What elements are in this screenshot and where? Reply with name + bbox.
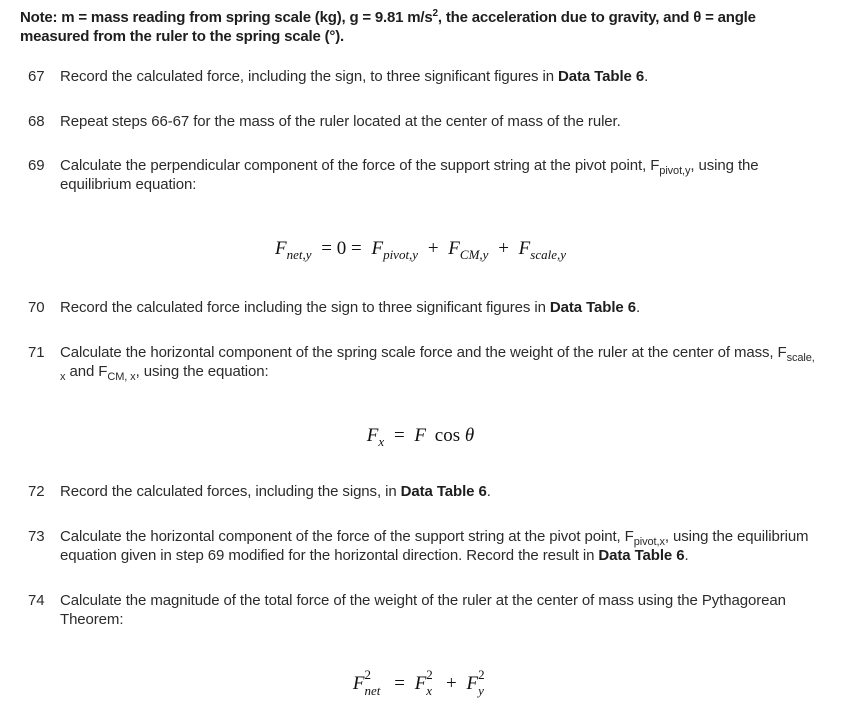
step-text: Repeat steps 66-67 for the mass of the ruler located at the center of mass of the ruler. [60,113,621,130]
force-subscript: pivot,x [633,536,665,548]
eq-symbol-f: F [414,673,427,694]
step-text-before: Calculate the perpendicular component of the force of the support string at the pivot point, F [60,157,660,174]
step-71 [28,343,823,381]
step-text: Calculate the magnitude of the total force of the weight of the ruler at the center of mass using the Pythagorean Theorem: [60,592,786,628]
step-text-after: . [635,299,641,316]
step-text-after: . [684,547,689,564]
step-number: 69 [28,157,45,174]
eq-symbol-f: F [466,673,479,694]
step-text [60,343,823,381]
eq-symbol-f: F [371,238,384,259]
eq-plus: + [498,238,509,259]
force-subscript: pivot,y [659,165,691,177]
step-68 [28,112,823,131]
eq-sub-pivot-y: pivot,y [383,247,419,262]
step-text [60,67,823,86]
note-exponent: 2 [432,8,438,19]
eq-equals: = [394,673,405,694]
step-74 [28,591,823,629]
step-73 [28,527,823,565]
step-text [60,527,823,565]
step-number: 70 [28,299,45,316]
data-table-ref: Data Table 6 [598,547,685,564]
equation-pythagorean: F 2 net = F 2 x + F 2 y [352,667,485,698]
eq-sub-cm-y: CM,y [459,247,489,262]
step-67 [28,67,823,86]
eq-cos: cos [434,425,461,446]
step-69 [28,156,823,194]
step-text-after: , using the equation: [135,363,269,380]
step-text-after: . [486,483,491,500]
force-subscript: CM, x [107,371,136,383]
eq-symbol-f: F [275,238,287,259]
eq-symbol-f: F [518,238,531,259]
eq-theta: θ [464,425,475,446]
eq-plus: + [446,673,457,694]
eq-symbol-f: F [448,238,460,259]
step-text-mid: , using the equilibrium equation given in step 69 modified for the horizontal direction. Record the result in [60,528,809,564]
step-number: 71 [28,344,45,361]
step-number: 72 [28,483,45,500]
force-subscript: scale, x [60,352,815,383]
step-text [60,156,823,194]
step-72 [28,482,823,501]
step-text-after: . [644,68,649,85]
step-number: 67 [28,68,45,85]
eq-sub-x: x [378,434,385,449]
equation-net-force-y [0,238,841,260]
step-text [60,482,823,501]
eq-symbol-f: F [352,673,365,694]
step-text-before: Record the calculated force including the sign to three significant figures in [60,299,550,316]
step-text-before: Record the calculated force, including the sign, to three significant figures in [60,68,559,85]
step-70 [28,298,823,317]
data-table-ref: Data Table 6 [400,483,487,500]
data-table-ref: Data Table 6 [558,68,645,85]
eq-plus: + [427,238,439,259]
step-text-mid: and F [65,363,108,380]
eq-equals-zero: = 0 = [321,238,362,259]
eq-symbol-f: F [366,425,379,446]
step-number: 73 [28,528,45,545]
step-number: 74 [28,592,45,609]
note-tail: , the acceleration due to gravity, and θ = angle measured from the ruler to the spring scale (°). [20,9,756,45]
step-text [60,298,823,317]
step-text-before: Record the calculated forces, including the signs, in [60,483,401,500]
step-number: 68 [28,113,45,130]
step-text-after: , using the equilibrium equation: [60,157,759,193]
step-text-before: Calculate the horizontal component of the spring scale force and the weight of the ruler at the center of mass, F [60,344,787,361]
eq-sub-net-y: net,y [286,247,312,262]
note-paragraph [20,8,820,46]
step-text-before: Calculate the horizontal component of the force of the support string at the pivot point, F [60,528,634,545]
note-lead: Note: m = mass reading from spring scale (kg), g = 9.81 m/s [20,9,433,26]
data-table-ref: Data Table 6 [549,299,636,316]
eq-sub-scale-y: scale,y [530,247,566,262]
eq-equals: = [393,425,405,446]
equation-horizontal-component [0,425,841,447]
eq-symbol-f: F [414,425,427,446]
